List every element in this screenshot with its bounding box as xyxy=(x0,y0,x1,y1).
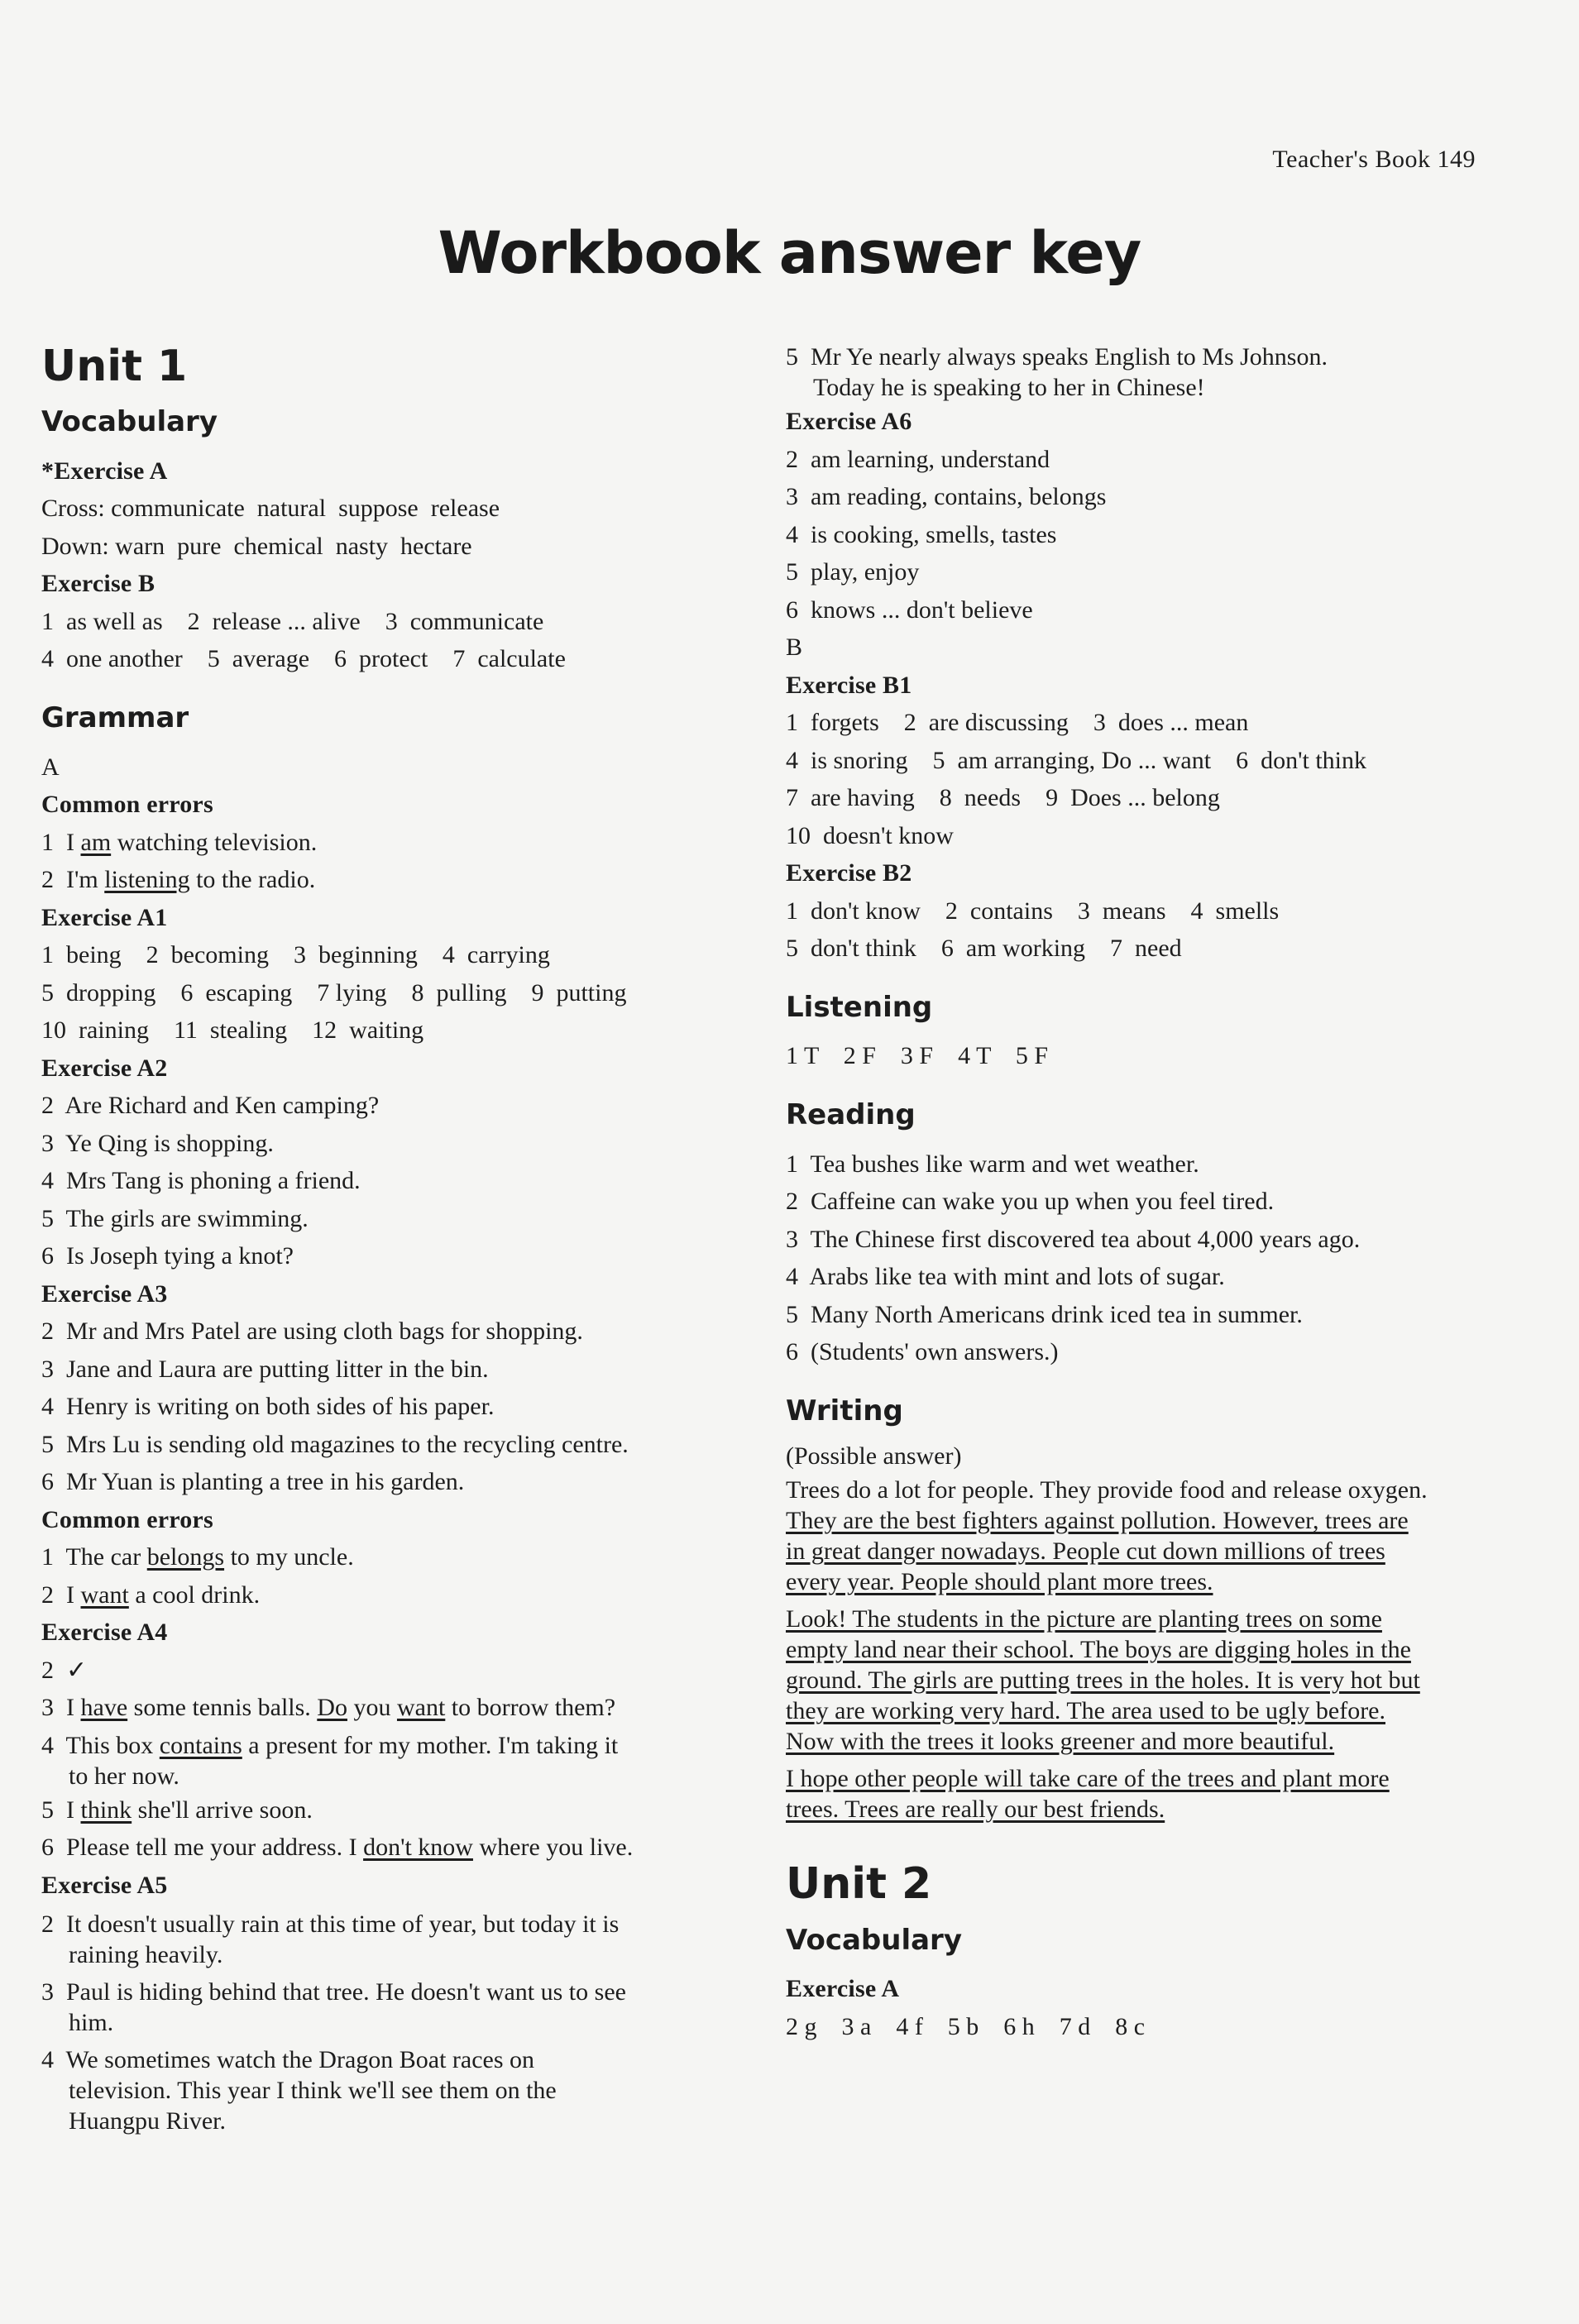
answer-line: 4 one another 5 average 6 protect 7 calculate xyxy=(41,645,566,673)
exercise-title: *Exercise A xyxy=(41,457,168,485)
answer-line: 3 Jane and Laura are putting litter in the bin. xyxy=(41,1355,489,1383)
answer-line: Down: warn pure chemical nasty hectare xyxy=(41,532,472,560)
answer-line: raining heavily. xyxy=(69,1941,223,1969)
answer-line: 2 Are Richard and Ken camping? xyxy=(41,1092,380,1120)
unit-1-title: Unit 1 xyxy=(41,342,188,391)
answer-line: 2 Mr and Mrs Patel are using cloth bags for shopping. xyxy=(41,1317,583,1346)
answer-line: 5 Mr Ye nearly always speaks English to Ms Johnson. xyxy=(786,343,1328,371)
exercise-title: Exercise A6 xyxy=(786,408,912,435)
answer-line: Today he is speaking to her in Chinese! xyxy=(813,374,1205,401)
exercise-title: Exercise A3 xyxy=(41,1279,168,1308)
answer-line: 1 forgets 2 are discussing 3 does ... mean xyxy=(786,709,1249,736)
answer-line: 2 It doesn't usually rain at this time of year, but today it is xyxy=(41,1910,620,1939)
answer-line: 10 doesn't know xyxy=(786,821,954,849)
part-label: A xyxy=(41,753,60,781)
exercise-title: Exercise A5 xyxy=(41,1871,168,1899)
answer-line: 5 I think she'll arrive soon. xyxy=(41,1796,313,1824)
answer-line: 5 don't think 6 am working 7 need xyxy=(786,935,1182,962)
answer-line: 4 is snoring 5 am arranging, Do ... want 6 don't think xyxy=(786,746,1366,774)
answer-line: 7 are having 8 needs 9 Does ... belong xyxy=(786,784,1220,811)
answer-line: 10 raining 11 stealing 12 waiting xyxy=(41,1016,424,1045)
exercise-title: Exercise B2 xyxy=(786,859,912,887)
answer-line: 3 am reading, contains, belongs xyxy=(786,483,1107,510)
exercise-title: Exercise A1 xyxy=(41,903,168,931)
answer-line: 6 (Students' own answers.) xyxy=(786,1338,1059,1366)
answer-line: 6 Please tell me your address. I don't know where you live. xyxy=(41,1834,634,1862)
answer-line: 4 We sometimes watch the Dragon Boat races on xyxy=(41,2046,535,2074)
vocabulary-heading: Vocabulary xyxy=(41,405,218,439)
answer-line: 6 knows ... don't believe xyxy=(786,595,1033,624)
exercise-title: Exercise A xyxy=(786,1975,900,2003)
answer-line: 4 This box contains a present for my mother. I'm taking it xyxy=(41,1731,619,1759)
answer-line: 1 I am watching television. xyxy=(41,828,318,856)
left-column xyxy=(41,343,736,2136)
exercise-title: Exercise A4 xyxy=(41,1619,168,1647)
answer-line: 2 ✓ xyxy=(41,1656,88,1684)
common-errors-title: Common errors xyxy=(41,791,213,819)
answer-line: 1 T 2 F 3 F 4 T 5 F xyxy=(786,1042,1049,1070)
answer-line: television. This year I think we'll see them on the xyxy=(69,2077,557,2105)
answer-line: 2 Caffeine can wake you up when you feel tired. xyxy=(786,1188,1275,1216)
answer-line: to her now. xyxy=(69,1762,179,1790)
grammar-heading: Grammar xyxy=(41,701,189,734)
vocabulary-heading: Vocabulary xyxy=(786,1923,962,1957)
answer-line: 4 Mrs Tang is phoning a friend. xyxy=(41,1167,361,1195)
part-label: B xyxy=(786,634,803,661)
answer-line: 2 g 3 a 4 f 5 b 6 h 7 d 8 c xyxy=(786,2012,1146,2040)
answer-line: 2 I'm listening to the radio. xyxy=(41,866,316,894)
answer-line: 6 Is Joseph tying a knot? xyxy=(41,1242,294,1270)
answer-line: him. xyxy=(69,2009,114,2037)
listening-heading: Listening xyxy=(786,990,933,1024)
writing-paragraph: Look! The students in the picture are planting trees on some empty land near their school. The boys are digging holes in the ground. The girls are putting trees in the holes. It is very hot but they are working very hard. The area used to be ugly before. Now with the trees it looks greener and more beautiful. xyxy=(786,1605,1420,1756)
answer-line: 4 Henry is writing on both sides of his paper. xyxy=(41,1393,495,1421)
answer-line: Cross: communicate natural suppose release xyxy=(41,495,500,523)
writing-paragraph: I hope other people will take care of the trees and plant more trees. Trees are really our best friends. xyxy=(786,1765,1390,1824)
unit-2-title: Unit 2 xyxy=(786,1859,932,1910)
answer-line: 5 Many North Americans drink iced tea in summer. xyxy=(786,1300,1303,1328)
answer-line: 6 Mr Yuan is planting a tree in his garden. xyxy=(41,1468,465,1496)
reading-heading: Reading xyxy=(786,1097,916,1131)
page-reference: Teacher's Book 149 xyxy=(1272,146,1476,173)
answer-line: 4 is cooking, smells, tastes xyxy=(786,520,1057,548)
answer-line: 3 The Chinese first discovered tea about 4,000 years ago. xyxy=(786,1225,1361,1253)
answer-line: 5 play, enjoy xyxy=(786,558,920,586)
answer-line: 3 Paul is hiding behind that tree. He doesn't want us to see xyxy=(41,1978,626,2006)
answer-line: 1 being 2 becoming 3 beginning 4 carrying xyxy=(41,941,550,969)
answer-line: 1 as well as 2 release ... alive 3 communicate xyxy=(41,607,544,635)
answer-line: 3 Ye Qing is shopping. xyxy=(41,1129,274,1157)
answer-line: 5 dropping 6 escaping 7 lying 8 pulling 9 putting xyxy=(41,978,627,1007)
writing-paragraph: Trees do a lot for people. They provide food and release oxygen. They are the best fighters against pollution. However, trees are in great danger nowadays. People cut down millions of trees every year. People should plant more trees. xyxy=(786,1476,1428,1596)
answer-line: 1 The car belongs to my uncle. xyxy=(41,1543,354,1571)
writing-answer xyxy=(786,1441,1431,1824)
answer-line: 5 Mrs Lu is sending old magazines to the recycling centre. xyxy=(41,1430,629,1458)
writing-heading: Writing xyxy=(786,1394,903,1427)
common-errors-title: Common errors xyxy=(41,1505,213,1533)
exercise-title: Exercise B1 xyxy=(786,671,912,699)
page-title: Workbook answer key xyxy=(438,219,1141,287)
exercise-title: Exercise B xyxy=(41,570,156,598)
answer-line: 2 I want a cool drink. xyxy=(41,1580,261,1609)
answer-line: 4 Arabs like tea with mint and lots of sugar. xyxy=(786,1263,1225,1291)
right-column xyxy=(786,342,1497,2045)
answer-line: Huangpu River. xyxy=(69,2107,226,2135)
writing-note: (Possible answer) xyxy=(786,1442,962,1470)
answer-line: 5 The girls are swimming. xyxy=(41,1204,309,1232)
answer-line: 1 don't know 2 contains 3 means 4 smells xyxy=(786,897,1280,925)
answer-line: 3 I have some tennis balls. Do you want to borrow them? xyxy=(41,1694,616,1722)
answer-line: 1 Tea bushes like warm and wet weather. xyxy=(786,1150,1199,1178)
answer-line: 2 am learning, understand xyxy=(786,445,1050,473)
exercise-title: Exercise A2 xyxy=(41,1054,168,1082)
